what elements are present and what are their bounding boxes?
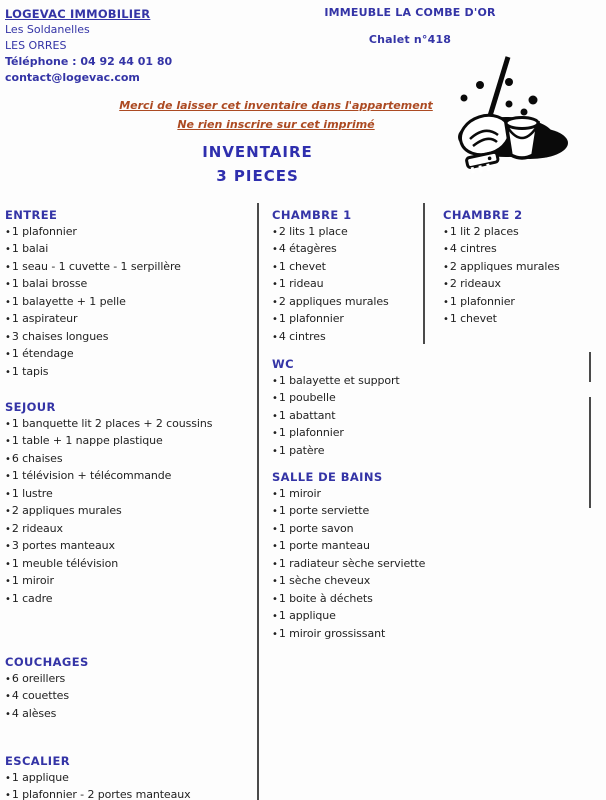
bullet-icon: •: [5, 488, 11, 500]
section-salle-de-bains: [272, 469, 426, 643]
item-label: 1 abattant: [278, 408, 336, 422]
bullet-icon: •: [272, 296, 278, 308]
inventory-item: [5, 241, 255, 259]
bullet-icon: •: [5, 296, 11, 308]
bullet-icon: •: [272, 410, 278, 422]
item-label: 1 miroir grossissant: [278, 626, 386, 640]
item-label: 1 télévision + télécommande: [11, 469, 172, 482]
inventory-item: [443, 294, 601, 312]
inventory-item: [5, 224, 255, 242]
page-title: [60, 140, 455, 188]
bullet-icon: •: [272, 611, 278, 622]
bullet-icon: •: [272, 244, 278, 255]
bullet-icon: •: [5, 331, 11, 343]
section-sejour: [5, 399, 255, 608]
agency-phone: Téléphone : 04 92 44 01 80: [5, 55, 173, 68]
item-label: 1 balai: [11, 242, 49, 255]
bullet-icon: •: [5, 576, 11, 587]
inventory-item: [5, 706, 255, 724]
notice-line1: Merci de laisser cet inventaire dans l'appartement: [119, 99, 433, 112]
agency-email: contact@logevac.com: [5, 71, 140, 84]
item-label: 1 radiateur sèche serviette: [278, 556, 426, 570]
bullet-icon: •: [272, 628, 278, 640]
section-couchages: [5, 654, 255, 723]
item-label: 1 balai brosse: [11, 277, 88, 290]
inventory-item: [5, 433, 255, 451]
inventory-item: [272, 311, 420, 329]
agency-name: LOGEVAC IMMOBILIER: [5, 7, 151, 21]
bullet-icon: •: [5, 558, 11, 570]
item-label: 1 boite à déchets: [278, 591, 373, 605]
section-heading: WC: [272, 357, 294, 371]
bullet-icon: •: [5, 349, 11, 360]
notice-line2: Ne rien inscrire sur cet imprimé: [177, 118, 375, 131]
item-label: 4 alèses: [11, 706, 57, 720]
section-heading: ENTREE: [5, 208, 58, 222]
section-heading: CHAMBRE 1: [272, 208, 352, 222]
bullet-icon: •: [5, 673, 11, 685]
notice: [60, 96, 492, 134]
inventory-item: [5, 346, 255, 364]
bullet-icon: •: [272, 593, 278, 605]
inventory-item: [443, 276, 601, 294]
item-label: 1 banquette lit 2 places + 2 coussins: [11, 416, 213, 430]
agency-address-line2: LES ORRES: [5, 39, 67, 52]
inventory-item: [5, 688, 255, 706]
inventory-item: [272, 521, 420, 539]
inventory-item: [272, 241, 420, 259]
inventory-item: [5, 364, 255, 382]
bullet-icon: •: [5, 772, 11, 784]
section-heading: SEJOUR: [5, 400, 56, 414]
inventory-item: [5, 671, 255, 689]
item-label: 1 patère: [278, 443, 325, 457]
item-label: 3 chaises longues: [11, 329, 109, 343]
item-label: 4 couettes: [11, 689, 69, 702]
inventory-item: [443, 224, 601, 242]
item-label: 1 plafonnier: [449, 294, 515, 308]
item-label: 6 oreillers: [11, 671, 66, 685]
bullet-icon: •: [443, 244, 449, 255]
section-escalier: [5, 753, 255, 800]
inventory-item: [272, 556, 426, 574]
inventory-item: [272, 276, 420, 294]
inventory-item: [272, 626, 420, 644]
inventory-item: [272, 329, 420, 347]
inventory-item: [272, 503, 420, 521]
inventory-item: [5, 259, 255, 277]
inventory-item: [272, 425, 420, 443]
bullet-icon: •: [272, 393, 278, 404]
inventory-item: [5, 311, 255, 329]
bullet-icon: •: [5, 790, 11, 800]
bullet-icon: •: [272, 428, 278, 439]
item-label: 1 meuble télévision: [11, 556, 119, 570]
bullet-icon: •: [5, 261, 11, 273]
inventory-item: [272, 443, 420, 461]
item-label: 1 plafonnier: [278, 312, 344, 325]
section-chambre-2: [443, 207, 601, 329]
item-label: 2 lits 1 place: [278, 224, 348, 238]
inventory-item: [5, 294, 255, 312]
column-divider-1: [257, 203, 259, 800]
bullet-icon: •: [272, 226, 278, 238]
inventory-item: [272, 294, 420, 312]
bullet-icon: •: [443, 296, 449, 308]
bullet-icon: •: [272, 314, 278, 325]
inventory-item: [272, 390, 420, 408]
title-line2: 3 PIECES: [216, 167, 299, 185]
inventory-item: [5, 787, 255, 800]
bullet-icon: •: [5, 226, 11, 238]
inventory-item: [272, 486, 420, 504]
right-edge-mark-2: [589, 397, 591, 508]
item-label: 1 étendage: [11, 347, 74, 360]
title-line1: INVENTAIRE: [202, 143, 313, 161]
section-heading: CHAMBRE 2: [443, 208, 523, 222]
item-label: 1 porte serviette: [278, 504, 370, 517]
inventory-item: [443, 259, 601, 277]
bullet-icon: •: [5, 691, 11, 702]
item-label: 1 cadre: [11, 591, 53, 605]
agency-address-line1: Les Soldanelles: [5, 23, 90, 36]
inventory-item: [5, 521, 255, 539]
bullet-icon: •: [272, 279, 278, 290]
item-label: 1 plafonnier - 2 portes manteaux: [11, 788, 191, 800]
inventory-item: [272, 573, 420, 591]
inventory-item: [272, 224, 420, 242]
bullet-icon: •: [443, 314, 449, 325]
bullet-icon: •: [5, 506, 11, 517]
inventory-item: [272, 591, 420, 609]
bullet-icon: •: [272, 558, 278, 570]
bullet-icon: •: [5, 436, 11, 447]
item-label: 1 chevet: [278, 259, 326, 273]
item-label: 1 tapis: [11, 364, 49, 378]
bullet-icon: •: [5, 279, 11, 290]
inventory-item: [5, 276, 255, 294]
bullet-icon: •: [5, 593, 11, 605]
section-chambre-1: [272, 207, 420, 346]
item-label: 1 plafonnier: [278, 426, 344, 439]
item-label: 1 lustre: [11, 486, 53, 500]
item-label: 1 seau - 1 cuvette - 1 serpillère: [11, 259, 181, 273]
building-unit: Chalet n°418: [368, 33, 452, 46]
item-label: 1 rideau: [278, 277, 324, 290]
item-label: 1 applique: [11, 770, 69, 784]
bullet-icon: •: [5, 523, 11, 535]
item-label: 1 porte savon: [278, 521, 354, 535]
item-label: 4 cintres: [449, 242, 497, 255]
item-label: 4 cintres: [278, 329, 326, 343]
item-label: 2 rideaux: [449, 277, 501, 290]
item-label: 1 sèche cheveux: [278, 574, 371, 587]
section-heading: SALLE DE BAINS: [272, 470, 383, 484]
inventory-item: [272, 259, 420, 277]
inventory-item: [5, 591, 255, 609]
bullet-icon: •: [272, 541, 278, 552]
inventory-item: [5, 451, 255, 469]
bullet-icon: •: [443, 261, 449, 273]
building-header: [320, 6, 500, 46]
section-heading: ESCALIER: [5, 754, 70, 768]
section-heading: COUCHAGES: [5, 655, 89, 669]
item-label: 1 aspirateur: [11, 312, 78, 325]
inventory-item: [443, 311, 601, 329]
item-label: 4 étagères: [278, 242, 337, 255]
inventory-item: [5, 416, 255, 434]
item-label: 3 portes manteaux: [11, 539, 115, 552]
item-label: 2 rideaux: [11, 521, 63, 535]
item-label: 2 appliques murales: [449, 259, 560, 273]
bullet-icon: •: [272, 261, 278, 273]
bullet-icon: •: [5, 471, 11, 482]
item-label: 1 applique: [278, 609, 336, 622]
inventory-item: [5, 329, 255, 347]
bullet-icon: •: [272, 576, 278, 587]
item-label: 1 balayette et support: [278, 373, 400, 387]
inventory-item: [5, 468, 255, 486]
bullet-icon: •: [5, 453, 11, 465]
agency-header: [5, 6, 172, 86]
inventory-item: [5, 538, 255, 556]
inventory-item: [5, 770, 255, 788]
item-label: 2 appliques murales: [11, 504, 122, 517]
section-wc: [272, 356, 420, 460]
bullet-icon: •: [272, 506, 278, 517]
bullet-icon: •: [5, 366, 11, 378]
item-label: 1 plafonnier: [11, 224, 77, 238]
bullet-icon: •: [5, 708, 11, 720]
bullet-icon: •: [5, 244, 11, 255]
bullet-icon: •: [272, 488, 278, 500]
inventory-item: [5, 503, 255, 521]
bullet-icon: •: [272, 523, 278, 535]
item-label: 1 poubelle: [278, 391, 336, 404]
item-label: 1 miroir: [278, 486, 321, 500]
inventory-item: [272, 373, 420, 391]
inventory-item: [5, 573, 255, 591]
inventory-item: [5, 556, 255, 574]
bullet-icon: •: [272, 445, 278, 457]
inventory-item: [5, 486, 255, 504]
bullet-icon: •: [5, 314, 11, 325]
bullet-icon: •: [5, 418, 11, 430]
column-divider-2: [423, 203, 425, 344]
section-entree: [5, 207, 255, 381]
right-edge-mark-1: [589, 352, 591, 382]
bullet-icon: •: [272, 331, 278, 343]
item-label: 1 table + 1 nappe plastique: [11, 434, 163, 447]
item-label: 1 porte manteau: [278, 539, 370, 552]
bullet-icon: •: [5, 541, 11, 552]
inventory-item: [272, 538, 420, 556]
item-label: 1 lit 2 places: [449, 224, 519, 238]
inventory-item: [443, 241, 601, 259]
bullet-icon: •: [272, 375, 278, 387]
inventory-item: [272, 408, 420, 426]
bullet-icon: •: [443, 279, 449, 290]
inventory-item: [272, 608, 420, 626]
item-label: 2 appliques murales: [278, 294, 389, 308]
item-label: 1 balayette + 1 pelle: [11, 294, 126, 308]
item-label: 1 chevet: [449, 312, 497, 325]
item-label: 6 chaises: [11, 451, 63, 465]
bullet-icon: •: [443, 226, 449, 238]
item-label: 1 miroir: [11, 574, 54, 587]
building-name: IMMEUBLE LA COMBE D'OR: [324, 6, 496, 19]
